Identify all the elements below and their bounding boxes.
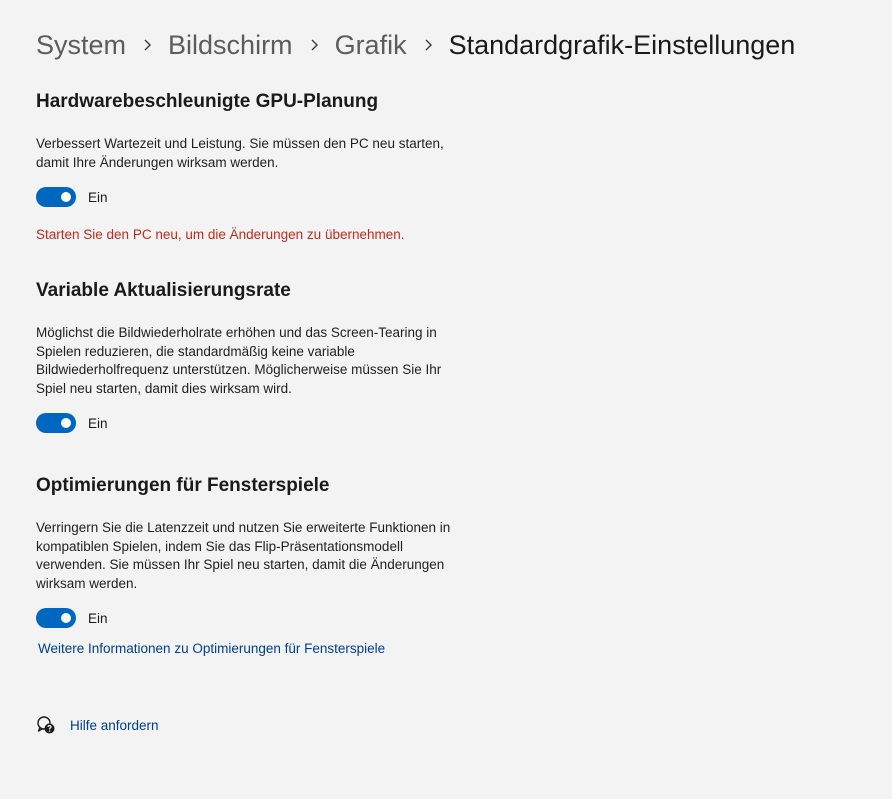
variable-refresh-section [36, 278, 476, 433]
windowed-games-section [36, 473, 476, 658]
windowed-games-toggle-state: Ein [88, 610, 108, 626]
variable-refresh-toggle[interactable] [36, 413, 76, 433]
breadcrumb-bildschirm[interactable]: Bildschirm [168, 30, 293, 60]
variable-refresh-title: Variable Aktualisierungsrate [36, 280, 291, 301]
gpu-scheduling-title: Hardwarebeschleunigte GPU-Planung [36, 91, 379, 112]
chevron-right-icon [293, 26, 335, 64]
toggle-knob [61, 418, 71, 428]
variable-refresh-description: Möglichst die Bildwiederholrate erhöhen und das Screen-Tearing in Spielen reduzieren, die standardmäßig keine variable Bildwiederholfrequenz unterstützen. Möglicherweise müssen Sie Ihr Spiel neu starten, damit dies wirksam wird. [36, 325, 442, 396]
help-row[interactable] [36, 715, 159, 735]
help-chat-icon [36, 715, 56, 735]
gpu-scheduling-description: Verbessert Wartezeit und Leistung. Sie müssen den PC neu starten, damit Ihre Änderungen wirksam werden. [36, 136, 444, 170]
gpu-scheduling-section [36, 89, 476, 242]
help-link[interactable]: Hilfe anfordern [70, 717, 159, 733]
breadcrumb-grafik[interactable]: Grafik [334, 30, 407, 60]
windowed-games-title: Optimierungen für Fensterspiele [36, 475, 330, 496]
gpu-scheduling-toggle-state: Ein [88, 189, 108, 205]
variable-refresh-toggle-row [36, 413, 476, 433]
gpu-scheduling-toggle[interactable] [36, 187, 76, 207]
windowed-games-info-link[interactable]: Weitere Informationen zu Optimierungen für Fensterspiele [38, 641, 386, 656]
windowed-games-description: Verringern Sie die Latenzzeit und nutzen Sie erweiterte Funktionen in kompatiblen Spielen, indem Sie das Flip-Präsentationsmodell verwenden. Sie müssen Ihr Spiel neu starten, damit die Änderungen wirksam werden. [36, 520, 451, 591]
windowed-games-toggle-row [36, 608, 476, 628]
toggle-knob [61, 613, 71, 623]
chevron-right-icon [407, 26, 449, 64]
page-title: Standardgrafik-Einstellungen [448, 30, 796, 60]
breadcrumb-system[interactable]: System [36, 30, 127, 60]
gpu-scheduling-toggle-row [36, 187, 476, 207]
breadcrumb [36, 26, 795, 64]
chevron-right-icon [126, 26, 168, 64]
windowed-games-toggle[interactable] [36, 608, 76, 628]
variable-refresh-toggle-state: Ein [88, 415, 108, 431]
restart-warning: Starten Sie den PC neu, um die Änderungen zu übernehmen. [36, 227, 405, 242]
toggle-knob [61, 192, 71, 202]
